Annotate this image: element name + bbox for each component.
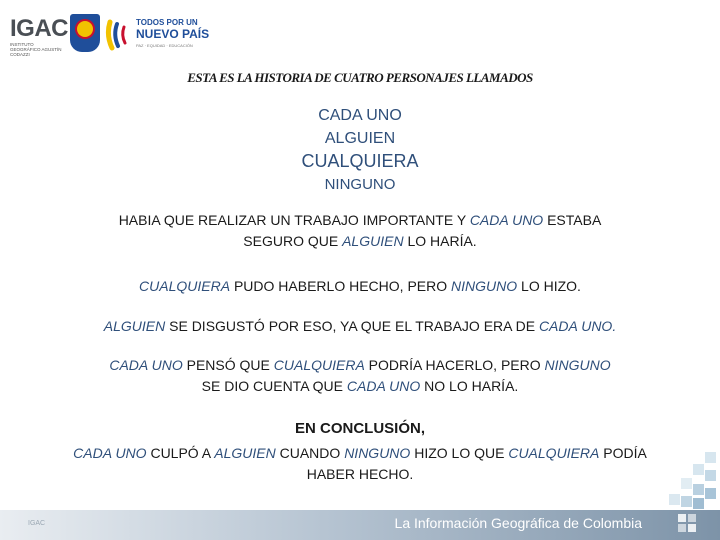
igac-wordmark: IGAC (10, 15, 68, 42)
p3-highlight: CADA UNO. (538, 318, 617, 334)
decor-square (681, 478, 692, 489)
p4-highlight: NINGUNO (544, 357, 611, 373)
decor-square (705, 488, 716, 499)
name-cada-uno: CADA UNO (318, 107, 402, 124)
p4-highlight: CUALQUIERA (273, 357, 365, 373)
p4-text: NO LO HARÍA. (420, 378, 519, 394)
nuevo-pais-logo (104, 14, 210, 58)
story-header: ESTA ES LA HISTORIA DE CUATRO PERSONAJES LLAMADOS (187, 70, 533, 85)
igac-shield-icon (70, 14, 100, 52)
name-alguien: ALGUIEN (324, 130, 396, 147)
nuevo-pais-icon (104, 18, 132, 52)
p1-highlight: CADA UNO (469, 212, 544, 228)
p5-text: CULPÓ A (146, 445, 215, 461)
decor-square (681, 496, 692, 507)
p5-highlight: CUALQUIERA (508, 445, 600, 461)
footer-small-text: IGAC (28, 520, 46, 527)
p1-text: HABIA QUE REALIZAR UN TRABAJO IMPORTANTE Y (118, 212, 470, 228)
p2-highlight: NINGUNO (451, 278, 518, 294)
p2-highlight: CUALQUIERA (139, 278, 231, 294)
p3-highlight: ALGUIEN (103, 318, 166, 334)
conclusion-heading: EN CONCLUSIÓN, (294, 420, 425, 437)
p4-text: PODRÍA HACERLO, PERO (364, 357, 545, 373)
p2-text: LO HIZO. (517, 278, 581, 294)
footer-title: La Información Geográfica de Colombia (394, 515, 642, 531)
p5-highlight: NINGUNO (344, 445, 411, 461)
nuevo-pais-line1: TODOS POR UN (136, 18, 198, 27)
p4-text: SE DIO CUENTA QUE (201, 378, 347, 394)
paragraph-3 (0, 316, 720, 337)
decor-square (669, 494, 680, 505)
p1-text: SEGURO QUE (243, 233, 343, 249)
igac-logo (10, 12, 100, 58)
footer-logo-icon (676, 512, 698, 534)
p5-text: CUANDO (275, 445, 345, 461)
decor-square (693, 464, 704, 475)
character-names (0, 104, 720, 196)
paragraph-5 (0, 443, 720, 485)
name-ninguno: NINGUNO (324, 176, 396, 193)
nuevo-pais-line2: NUEVO PAÍS (136, 27, 210, 41)
p4-text: PENSÓ QUE (182, 357, 274, 373)
igac-subtitle: INSTITUTO GEOGRÁFICO AGUSTÍN CODAZZI (10, 42, 62, 57)
p5-highlight: CADA UNO (73, 445, 147, 461)
p5-text: HIZO LO QUE (410, 445, 509, 461)
p4-highlight: CADA UNO (346, 378, 421, 394)
p4-highlight: CADA UNO (109, 357, 183, 373)
p5-highlight: ALGUIEN (214, 445, 276, 461)
p3-text: SE DISGUSTÓ POR ESO, YA QUE EL TRABAJO ERA DE (165, 318, 539, 334)
decor-square (693, 498, 704, 509)
p1-text: ESTABA (543, 212, 602, 228)
paragraph-1 (0, 210, 720, 252)
paragraph-4 (0, 355, 720, 397)
paragraph-2 (0, 276, 720, 297)
p1-text: LO HARÍA. (403, 233, 477, 249)
decor-square (705, 470, 716, 481)
p2-text: PUDO HABERLO HECHO, PERO (230, 278, 452, 294)
nuevo-pais-line3: PAZ · EQUIDAD · EDUCACIÓN (136, 43, 193, 48)
p1-highlight: ALGUIEN (342, 233, 404, 249)
p5-text: HABER HECHO. (306, 466, 414, 482)
p5-text: PODÍA (599, 445, 647, 461)
decor-square (705, 452, 716, 463)
decor-square (693, 484, 704, 495)
name-cualquiera: CUALQUIERA (301, 151, 419, 171)
